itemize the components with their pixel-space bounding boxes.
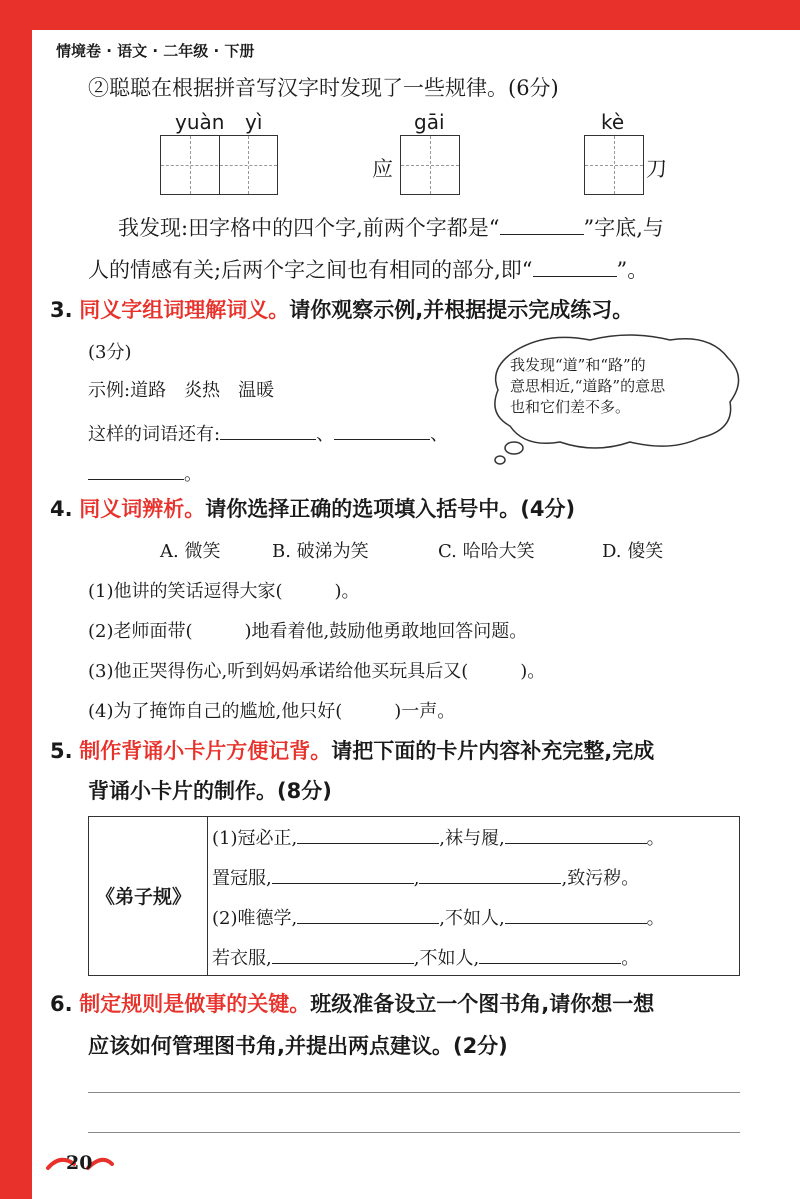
pinyin-yuan: yuàn [175, 110, 225, 134]
card-r1-a: (1)冠必正, [212, 828, 298, 849]
q4-item-2-text: (2)老师面带( [88, 621, 193, 642]
q6-instruction-2: 应该如何管理图书角,并提出两点建议。(2分) [88, 1034, 508, 1058]
pinyin-ke: kè [601, 110, 625, 134]
card-r1-b: ,袜与履, [439, 828, 505, 849]
q2-find-text1: 我发现:田字格中的四个字,前两个字都是“ [118, 216, 500, 240]
card-blank-5[interactable] [297, 922, 439, 924]
q4-option-a: A. 微笑 [160, 541, 221, 562]
card-r3-c: 。 [646, 908, 665, 929]
page-paper [32, 30, 800, 1199]
char-dao: 刀 [646, 157, 667, 181]
q4-item-2-end: )地看着他,鼓励他勇敢地回答问题。 [244, 621, 528, 642]
card-row-4 [212, 944, 639, 970]
q4-instruction: 请你选择正确的选项填入括号中。(4分) [205, 497, 576, 521]
tianzige-gai[interactable] [400, 135, 460, 195]
q4-option-b: B. 破涕为笑 [272, 541, 369, 562]
q3-number: 3. [50, 298, 73, 322]
card-r2-c: ,致污秽。 [561, 868, 640, 889]
bubble-line-2: 意思相近,“道路”的意思 [510, 377, 666, 395]
q2-blank-2[interactable] [533, 275, 617, 277]
q2-find-text3: 人的情感有关;后两个字之间也有相同的部分,即“ [88, 258, 533, 282]
q4-item-4-end: )一声。 [394, 701, 456, 722]
bubble-text [510, 355, 665, 418]
pinyin-gai: gāi [414, 110, 445, 134]
q5-instruction-2: 背诵小卡片的制作。(8分) [88, 779, 332, 803]
page-number: 20 [66, 1152, 93, 1174]
card-blank-6[interactable] [505, 922, 647, 924]
q2-intro: ②聪聪在根据拼音写汉字时发现了一些规律。(6分) [88, 76, 559, 100]
bubble-line-1: 我发现“道”和“路”的 [510, 356, 646, 374]
card-r4-c: 。 [621, 948, 640, 969]
q3-sep-1: 、 [316, 424, 335, 445]
q6-instruction-1: 班级准备设立一个图书角,请你想一想 [310, 992, 655, 1016]
answer-line-2[interactable] [88, 1132, 740, 1133]
card-title: 《弟子规》 [96, 886, 192, 908]
q4-item-2 [88, 617, 527, 643]
q2-blank-1[interactable] [500, 233, 584, 235]
q3-blank-2[interactable] [334, 438, 430, 440]
card-blank-4[interactable] [419, 882, 561, 884]
q5-number: 5. [50, 739, 73, 763]
char-ying: 应 [372, 157, 393, 181]
q3-blank-3[interactable] [88, 478, 184, 480]
card-r4-a: 若衣服, [212, 948, 272, 969]
q4-item-1 [88, 577, 360, 603]
card-r4-b: ,不如人, [413, 948, 480, 969]
q3-instruction: 请你观察示例,并根据提示完成练习。 [289, 298, 634, 322]
card-blank-3[interactable] [272, 882, 414, 884]
q5-title: 制作背诵小卡片方便记背。 [79, 739, 332, 763]
tianzige-ke[interactable] [584, 135, 644, 195]
card-r3-a: (2)唯德学, [212, 908, 298, 929]
bubble-line-3: 也和它们差不多。 [510, 398, 631, 416]
card-row-2 [212, 864, 639, 890]
q2-find-text2: ”字底,与 [583, 216, 664, 240]
tianzige-yuanyi[interactable] [160, 135, 278, 195]
q4-title: 同义词辨析。 [79, 497, 206, 521]
q3-example: 示例:道路 炎热 温暖 [88, 380, 275, 401]
q4-item-3 [88, 657, 545, 683]
q6-number: 6. [50, 992, 73, 1016]
q3-title: 同义字组词理解词义。 [79, 298, 290, 322]
q3-end: 。 [184, 464, 202, 485]
book-header: 情境卷 · 语文 · 二年级 · 下册 [56, 42, 255, 60]
pinyin-yi: yì [245, 110, 263, 134]
card-blank-1[interactable] [297, 842, 439, 844]
card-r3-b: ,不如人, [439, 908, 505, 929]
card-blank-7[interactable] [272, 962, 414, 964]
q4-item-1-text: (1)他讲的笑话逗得大家( [88, 581, 283, 602]
answer-line-1[interactable] [88, 1092, 740, 1093]
q6-title: 制定规则是做事的关键。 [79, 992, 311, 1016]
q3-prompt: 这样的词语还有: [88, 424, 221, 445]
q3-blank-1[interactable] [220, 438, 316, 440]
q4-number: 4. [50, 497, 73, 521]
q5-instruction-1: 请把下面的卡片内容补充完整,完成 [331, 739, 655, 763]
card-r1-c: 。 [646, 828, 665, 849]
q2-find-text4: ”。 [616, 258, 649, 282]
card-row-1 [212, 824, 665, 850]
q4-option-d: D. 傻笑 [602, 541, 664, 562]
q3-sep-2: 、 [430, 424, 449, 445]
card-r2-a: 置冠服, [212, 868, 272, 889]
card-r2-b: , [413, 868, 420, 889]
q4-item-3-end: )。 [520, 661, 546, 682]
q4-item-3-text: (3)他正哭得伤心,听到妈妈承诺给他买玩具后又( [88, 661, 469, 682]
card-blank-8[interactable] [479, 962, 621, 964]
q3-score: (3分) [88, 342, 132, 363]
q4-item-1-end: )。 [334, 581, 360, 602]
card-row-3 [212, 904, 665, 930]
q4-item-4 [88, 697, 455, 723]
q4-option-c: C. 哈哈大笑 [438, 541, 535, 562]
q4-item-4-text: (4)为了掩饰自己的尴尬,他只好( [88, 701, 343, 722]
card-blank-2[interactable] [505, 842, 647, 844]
